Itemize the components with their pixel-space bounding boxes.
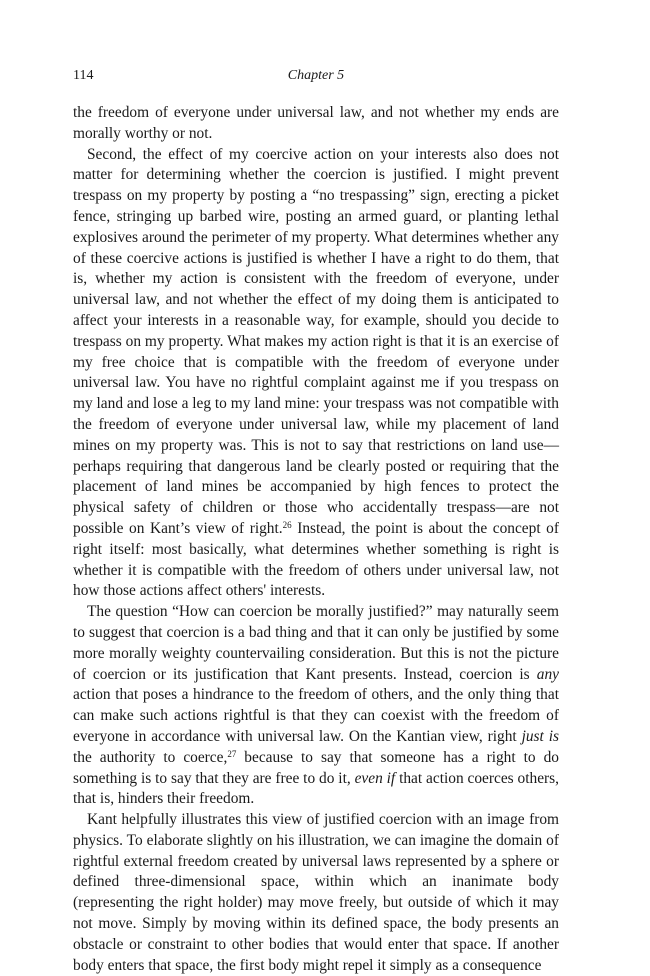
emphasized-text: even if (354, 769, 396, 787)
paragraph (73, 103, 559, 145)
paragraph (73, 145, 559, 603)
footnote-marker: 27 (227, 748, 237, 759)
page-number: 114 (73, 68, 94, 83)
paragraph (73, 602, 559, 810)
footnote-marker: 26 (282, 519, 292, 530)
text-run: because to say that someone has a right to do something is to say that they are free to do it, (73, 748, 559, 787)
book-page (73, 68, 559, 976)
text-run: Second, the effect of my coercive action on your interests also does not matter for determining whether the coercion is justified. I might prevent trespass on my property by posting a “no trespassing” sign, erecting a picket fence, stringing up barbed wire, posting an armed guard, or planting lethal explosives around the perimeter of my property. What determines whether any of these coercive actions is justified is whether I have a right to do them, that is, whether my action is consistent with the freedom of everyone, under universal law, and not whether the effect of my doing them is anticipated to affect your interests in a reasonable way, for example, should you decide to trespass on my property. What makes my action right is that it is an exercise of my free choice that is compatible with the freedom of everyone under universal law. You have no rightful complaint against me if you trespass on my land and lose a leg to my land mine: your trespass was not compatible with the freedom of everyone under universal law, while my placement of land mines on my property was. This is not to say that restrictions on land use—perhaps requiring that dangerous land be clearly posted or requiring that the placement of land mines be accompanied by high fences to protect the physical safety of children or those who accidentally trespass—are not possible on Kant’s view of right. (73, 145, 559, 537)
chapter-title: Chapter 5 (287, 68, 345, 83)
running-header (73, 68, 559, 90)
paragraph (73, 810, 559, 976)
emphasized-text: just is (521, 727, 559, 745)
text-run: Kant helpfully illustrates this view of justified coercion with an image from physics. To elaborate slightly on his illustration, we can imagine the domain of rightful external freedom created by universal laws represented by a sphere or defined three-dimensional space, within which an inanimate body (representing the right holder) may move freely, but outside of which it may not move. Simply by moving within its defined space, the body presents an obstacle or constraint to other bodies that would enter that space. If another body enters that space, the first body might repel it simply as a consequence (73, 811, 559, 974)
text-run: Instead, the point is about the concept of right itself: most basically, what determines whether something is right is whether it is compatible with the freedom of others under universal law, not how those actions affect others' interests. (73, 519, 559, 600)
text-run: The question “How can coercion be morally justified?” may naturally seem to suggest that coercion is a bad thing and that it can only be justified by some more morally weighty countervailing consideration. But this is not the picture of coercion or its justification that Kant presents. Instead, coercion is (73, 603, 559, 683)
text-run: the authority to coerce, (73, 748, 228, 766)
text-run: action that poses a hindrance to the freedom of others, and the only thing that can make such actions rightful is that they can coexist with the freedom of everyone in accordance with universal law. On the Kantian view, right (73, 686, 559, 745)
body-text (73, 103, 559, 976)
text-run: the freedom of everyone under universal law, and not whether my ends are morally worthy or not. (73, 104, 559, 142)
text-run: that action coerces others, that is, hinders their freedom. (73, 769, 559, 808)
emphasized-text: any (536, 665, 559, 683)
